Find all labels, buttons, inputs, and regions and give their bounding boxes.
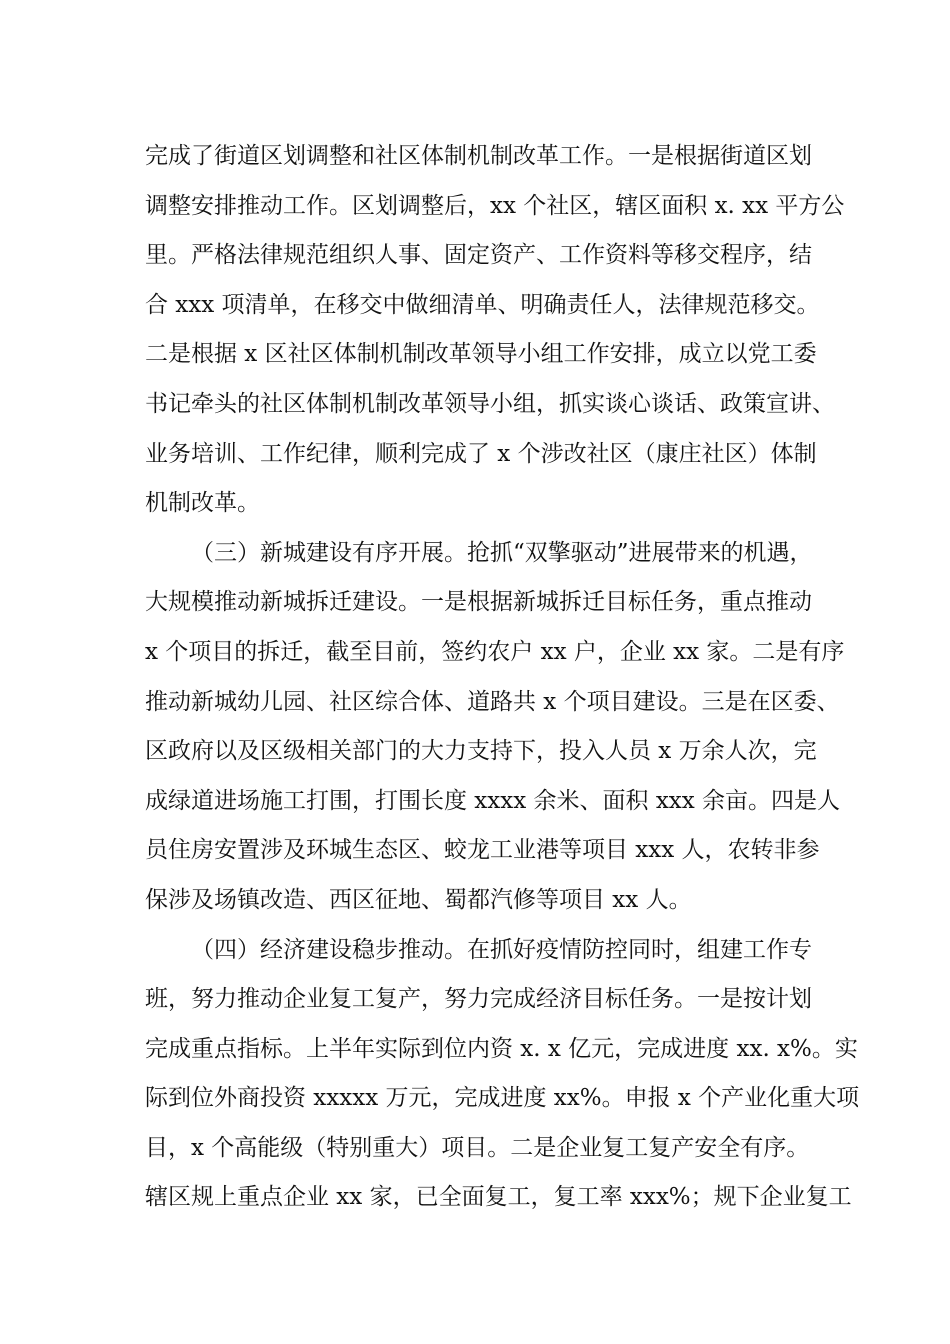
text-line: 里。严格法律规范组织人事、固定资产、工作资料等移交程序，结 bbox=[145, 242, 812, 269]
text-line: 书记牵头的社区体制机制改革领导小组，抓实谈心谈话、政策宣讲、 bbox=[145, 390, 835, 417]
text-line: 目，x 个高能级（特别重大）项目。二是企业复工复产安全有序。 bbox=[145, 1134, 810, 1161]
text-line: 班，努力推动企业复工复产，努力完成经济目标任务。一是按计划 bbox=[145, 986, 812, 1013]
text-line: x 个项目的拆迁，截至目前，签约农户 xx 户，企业 xx 家。二是有序 bbox=[145, 638, 845, 665]
text-line: 业务培训、工作纪律，顺利完成了 x 个涉改社区（康庄社区）体制 bbox=[145, 440, 817, 467]
document-body bbox=[145, 132, 860, 1223]
text-line: 区政府以及区级相关部门的大力支持下，投入人员 x 万余人次，完 bbox=[145, 738, 817, 765]
text-line: 调整安排推动工作。区划调整后，xx 个社区，辖区面积 x. xx 平方公 bbox=[145, 192, 845, 219]
text-line: 合 xxx 项清单，在移交中做细清单、明确责任人，法律规范移交。 bbox=[145, 291, 820, 318]
text-line: 成绿道进场施工打围，打围长度 xxxx 余米、面积 xxx 余亩。四是人 bbox=[145, 787, 841, 814]
text-line: 员住房安置涉及环城生态区、蛟龙工业港等项目 xxx 人，农转非参 bbox=[145, 837, 820, 864]
text-line: 辖区规上重点企业 xx 家，已全面复工，复工率 xxx%；规下企业复工 bbox=[145, 1184, 852, 1211]
text-line: 完成重点指标。上半年实际到位内资 x. x 亿元，完成进度 xx. x%。实 bbox=[145, 1035, 858, 1062]
text-line: 机制改革。 bbox=[145, 490, 260, 517]
text-line: 大规模推动新城拆迁建设。一是根据新城拆迁目标任务，重点推动 bbox=[145, 589, 812, 616]
section-heading-line: （三）新城建设有序开展。抢抓“双擎驱动”进展带来的机遇， bbox=[191, 539, 813, 566]
text-line: 保涉及场镇改造、西区征地、蜀都汽修等项目 xx 人。 bbox=[145, 886, 692, 913]
text-line: 完成了街道区划调整和社区体制机制改革工作。一是根据街道区划 bbox=[145, 143, 812, 169]
text-line: 推动新城幼儿园、社区综合体、道路共 x 个项目建设。三是在区委、 bbox=[145, 688, 840, 715]
text-line: 二是根据 x 区社区体制机制改革领导小组工作安排，成立以党工委 bbox=[145, 341, 817, 368]
section-heading-line: （四）经济建设稳步推动。在抓好疫情防控同时，组建工作专 bbox=[191, 936, 812, 963]
text-line: 际到位外商投资 xxxxx 万元，完成进度 xx%。申报 x 个产业化重大项 bbox=[145, 1085, 860, 1112]
